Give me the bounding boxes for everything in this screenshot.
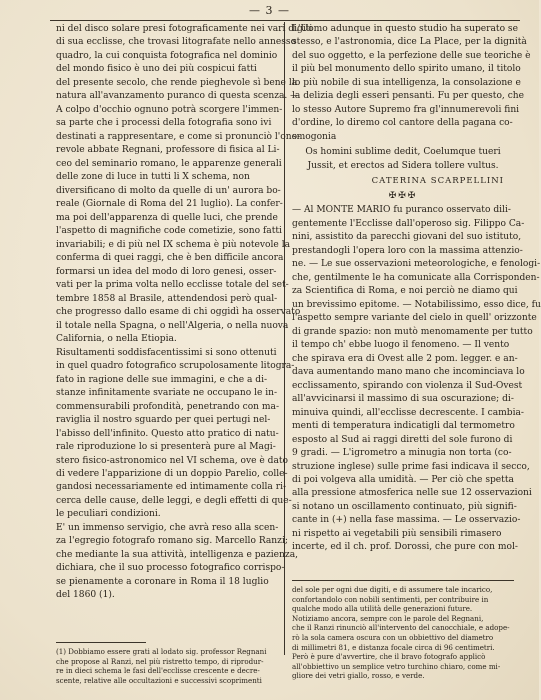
footnote-line: che il Ranzi rinunciò all'intervento del canocchiale, e adope- xyxy=(292,623,510,633)
text-line: lo più nobile di sua intelligenza, la consolazione e xyxy=(292,77,521,88)
text-line: l'aspetto di magnifiche code cometizie, sono fatti xyxy=(56,226,282,237)
text-line: A colpo d'occhio ognuno potrà scorgere l'immen- xyxy=(56,104,283,115)
text-line: lo stesso Autore Supremo fra gl'innumerevoli fini xyxy=(292,104,520,115)
text-line: invariabili; e di più nel IX schema è più notevole la xyxy=(56,239,291,250)
text-line: conferma di quei raggi, che è ben difficile ancora xyxy=(56,253,284,264)
footnote-line: all'obbiettivo un semplice vetro turchino chiaro, come mi- xyxy=(292,661,501,671)
text-line: del 1860 (1). xyxy=(56,590,115,601)
verse-line: Jussit, et erectos ad Sidera tollere vultus. xyxy=(307,160,499,171)
text-line: che progresso dallo esame di chi oggidì ha osservato xyxy=(56,307,301,318)
text-line: esposto al Sud ai raggi diretti del sole furono di xyxy=(292,434,513,445)
footnote-line: scente, relative alle occultazioni e successivi scoprimenti xyxy=(56,675,262,685)
text-line: che mediante la sua attività, intelligenza e pazienza, xyxy=(56,549,299,560)
text-line: cerca delle cause, delle leggi, e degli effetti di que- xyxy=(56,495,292,506)
footnote-line: (1) Dobbiamo essere grati al lodato sig. professor Regnani xyxy=(56,647,267,656)
text-line: di grande spazio: non mutò menomamente per tutto xyxy=(292,326,533,337)
text-line: dichiara, che il suo processo fotografico corrispo- xyxy=(56,563,285,574)
text-line: rale riproduzione lo si presenterà pure al Magi- xyxy=(56,442,276,453)
text-line: di vedere l'apparizione di un doppio Parelio, colle- xyxy=(56,468,288,479)
text-line: za l'egregio fotografo romano sig. Marcello Ranzi; xyxy=(56,536,288,547)
text-line: gandosi necessariamente ed intimamente colla ri- xyxy=(56,482,287,493)
footnote-line: qualche modo alla utilità delle generazioni future. xyxy=(292,604,473,614)
text-line: cante in (+) nella fase massima. — Le osservazio- xyxy=(292,515,521,526)
text-line: vati per la prima volta nello ecclisse totale del set- xyxy=(56,280,289,291)
footnote-line: Notiziamo ancora, sempre con le parole del Regnani, xyxy=(292,613,484,623)
text-line: che, gentilmente le ha comunicate alla Corrisponden- xyxy=(292,272,540,283)
text-line: nini, assistito da parecchi giovani del suo istituto, xyxy=(292,232,522,243)
text-line: stesso, e l'astronomia, dice La Place, per la dignità xyxy=(292,37,527,48)
text-line: ni rispetto ai vegetabili più sensibili rimasero xyxy=(292,528,502,539)
footnote-rule-right xyxy=(292,580,514,581)
text-line: struzione inglese) sulle prime fasi indicava il secco, xyxy=(292,461,530,472)
text-line: stero fisico-astronomico nel VI schema, ove è dato xyxy=(56,455,289,466)
text-line: za Scientifica di Roma, e noi perciò ne diamo qui xyxy=(292,286,518,297)
text-line: in quel quadro fotografico scrupolosamente litogra- xyxy=(56,361,295,372)
footnote-left xyxy=(56,647,278,685)
text-line: L'Uomo adunque in questo studio ha superato se xyxy=(292,24,518,34)
text-line: revole abbate Regnani, professore di fisica al Li- xyxy=(56,145,280,156)
right-column-intro xyxy=(292,23,531,144)
latin-verse xyxy=(292,146,514,173)
text-line: ecclissamento, spirando con violenza il Sud-Ovest xyxy=(292,380,523,391)
footnote-right xyxy=(292,585,514,681)
right-column xyxy=(292,23,541,555)
text-line: l'aspetto sempre variante del cielo in quell' orizzonte xyxy=(292,313,537,324)
text-line: la delizia degli esseri pensanti. Fu per questo, che xyxy=(292,91,525,102)
text-line: l'abisso dell'infinito. Questo atto pratico di natu- xyxy=(56,428,279,439)
text-line: gentemente l'Ecclisse dall'operoso sig. Filippo Ca- xyxy=(292,218,525,229)
text-line: destinati a rappresentare, e come si pronunciò l'ono- xyxy=(56,131,301,142)
footnote-line: Però è pure d'avvertire, che il bravo fotografo applicò xyxy=(292,652,486,662)
page-number: — 3 — xyxy=(249,4,290,17)
text-line: ne. — Le sue osservazioni meteorologiche, e fenologi- xyxy=(292,259,541,270)
left-column xyxy=(56,23,313,603)
header-rule xyxy=(50,20,520,21)
text-line: E' un immenso servigio, che avrà reso alla scen- xyxy=(56,522,279,533)
column-divider xyxy=(284,22,285,655)
text-line: il più bel monumento dello spirito umano, il titolo xyxy=(292,64,521,75)
text-line: il tempo ch' ebbe luogo il fenomeno. — Il vento xyxy=(292,340,510,351)
footnote-line: gliore dei vetri giallo, rosso, e verde. xyxy=(292,671,425,681)
text-line: formarsi un idea del modo di loro genesi, osser- xyxy=(56,266,277,277)
text-line: delle zone di luce in tutti li X schema, non xyxy=(56,172,250,183)
text-line: reale (Giornale di Roma del 21 luglio). La confer- xyxy=(56,199,283,210)
monte-mario-report xyxy=(292,204,541,555)
footnote-line: di millimetri 81, e distanza focale circa di 96 centimetri. xyxy=(292,642,495,652)
footnote-line: che propose al Ranzi, nel più ristretto tempo, di riprodur- xyxy=(56,656,264,666)
text-line: del suo oggetto, e la perfezione delle sue teoriche è xyxy=(292,50,531,61)
text-line: raviglia il nostro sguardo per quei pertugi nel- xyxy=(56,415,271,426)
verse-line: Os homini sublime dedit, Coelumque tueri xyxy=(305,147,501,158)
text-line: Risultamenti soddisfacentissimi si sono ottenuti xyxy=(56,347,277,358)
text-line: che spirava era di Ovest alle 2 pom. legger. e an- xyxy=(292,353,518,364)
text-line: menti di temperatura indicatigli dal termometro xyxy=(292,421,515,432)
footnote-line: del sole per ogni due digiti, e di assumere tale incarico, xyxy=(292,585,493,594)
text-line: un brevissimo epitome. — Notabilissimo, esso dice, fu xyxy=(292,299,541,310)
text-line: California, o nella Etiopia. xyxy=(56,334,177,345)
text-line: smogonia xyxy=(292,131,337,142)
footnote-line: confortandolo con nobili sentimenti, per contribuire in xyxy=(292,594,489,604)
text-line: se pienamente a coronare in Roma il 18 luglio xyxy=(56,576,269,587)
text-line: ni del disco solare presi fotograficamente nei vari digiti xyxy=(56,24,313,34)
text-line: all'avvicinarsi il massimo di sua oscurazione; di- xyxy=(292,394,514,405)
text-line: stanze infinitamente svariate ne occupano le in- xyxy=(56,388,278,399)
text-line: dava aumentando mano mano che incominciava lo xyxy=(292,367,525,378)
text-line: diversificano di molto da quelle di un' aurora bo- xyxy=(56,185,281,196)
section-ornament: ✠✠✠ xyxy=(388,190,418,201)
text-line: tembre 1858 al Brasile, attendendosi però qual- xyxy=(56,293,278,304)
text-line: prestandogli l'opera loro con la massima attenzio- xyxy=(292,245,523,256)
author-signature: CATERINA SCARPELLINI xyxy=(371,176,504,187)
text-line: le peculiari condizioni. xyxy=(56,509,161,520)
text-line: ceo del seminario romano, le apparenze generali xyxy=(56,158,282,169)
text-line: del presente secolo, che rende pieghevole sì bene la xyxy=(56,77,298,88)
text-line: minuiva quindi, all'ecclisse decrescente. I cambia- xyxy=(292,407,524,418)
footnote-rule-left xyxy=(56,642,146,643)
text-line: quadro, la cui conquista fotografica nel dominio xyxy=(56,50,278,61)
text-line: sa parte che i processi della fotografia sono ivi xyxy=(56,118,272,129)
text-line: fato in ragione delle sue immagini, e che a di- xyxy=(56,374,268,385)
text-line: di poi volgeva alla umidità. — Per ciò che spetta xyxy=(292,474,514,485)
text-line: commensurabili profondità, penetrando con ma- xyxy=(56,401,280,412)
text-line: di sua ecclisse, che trovasi litografate nello annesso xyxy=(56,37,297,48)
text-line: 9 gradi. — L'igrometro a minugia non torta (co- xyxy=(292,448,512,459)
text-line: — Al MONTE MARIO fu puranco osservato dili- xyxy=(292,205,511,216)
text-line: incerte, ed il ch. prof. Dorossi, che pure con mol- xyxy=(292,542,518,553)
footnote-line: rò la sola camera oscura con un obbiettivo del diametro xyxy=(292,632,494,642)
text-line: natura all'avanzamento puranco di questa scenza. — xyxy=(56,91,300,102)
text-line: alla pressione atmosferica nelle sue 12 osservazioni xyxy=(292,488,532,499)
text-line: ma poi dell'apparenza di quelle luci, che prende xyxy=(56,212,278,223)
footnote-line: re in dieci schema le fasi dell'ecclisse crescente e decre- xyxy=(56,666,260,676)
text-line: d'ordine, lo diremo col cantore della pagana co- xyxy=(292,118,513,129)
text-line: del mondo fisico è uno dei più cospicui fatti xyxy=(56,64,257,75)
text-line: si notano un oscillamento continuato, più signifi- xyxy=(292,501,517,512)
text-line: il totale nella Spagna, o nell'Algeria, o nella nuova xyxy=(56,320,289,331)
